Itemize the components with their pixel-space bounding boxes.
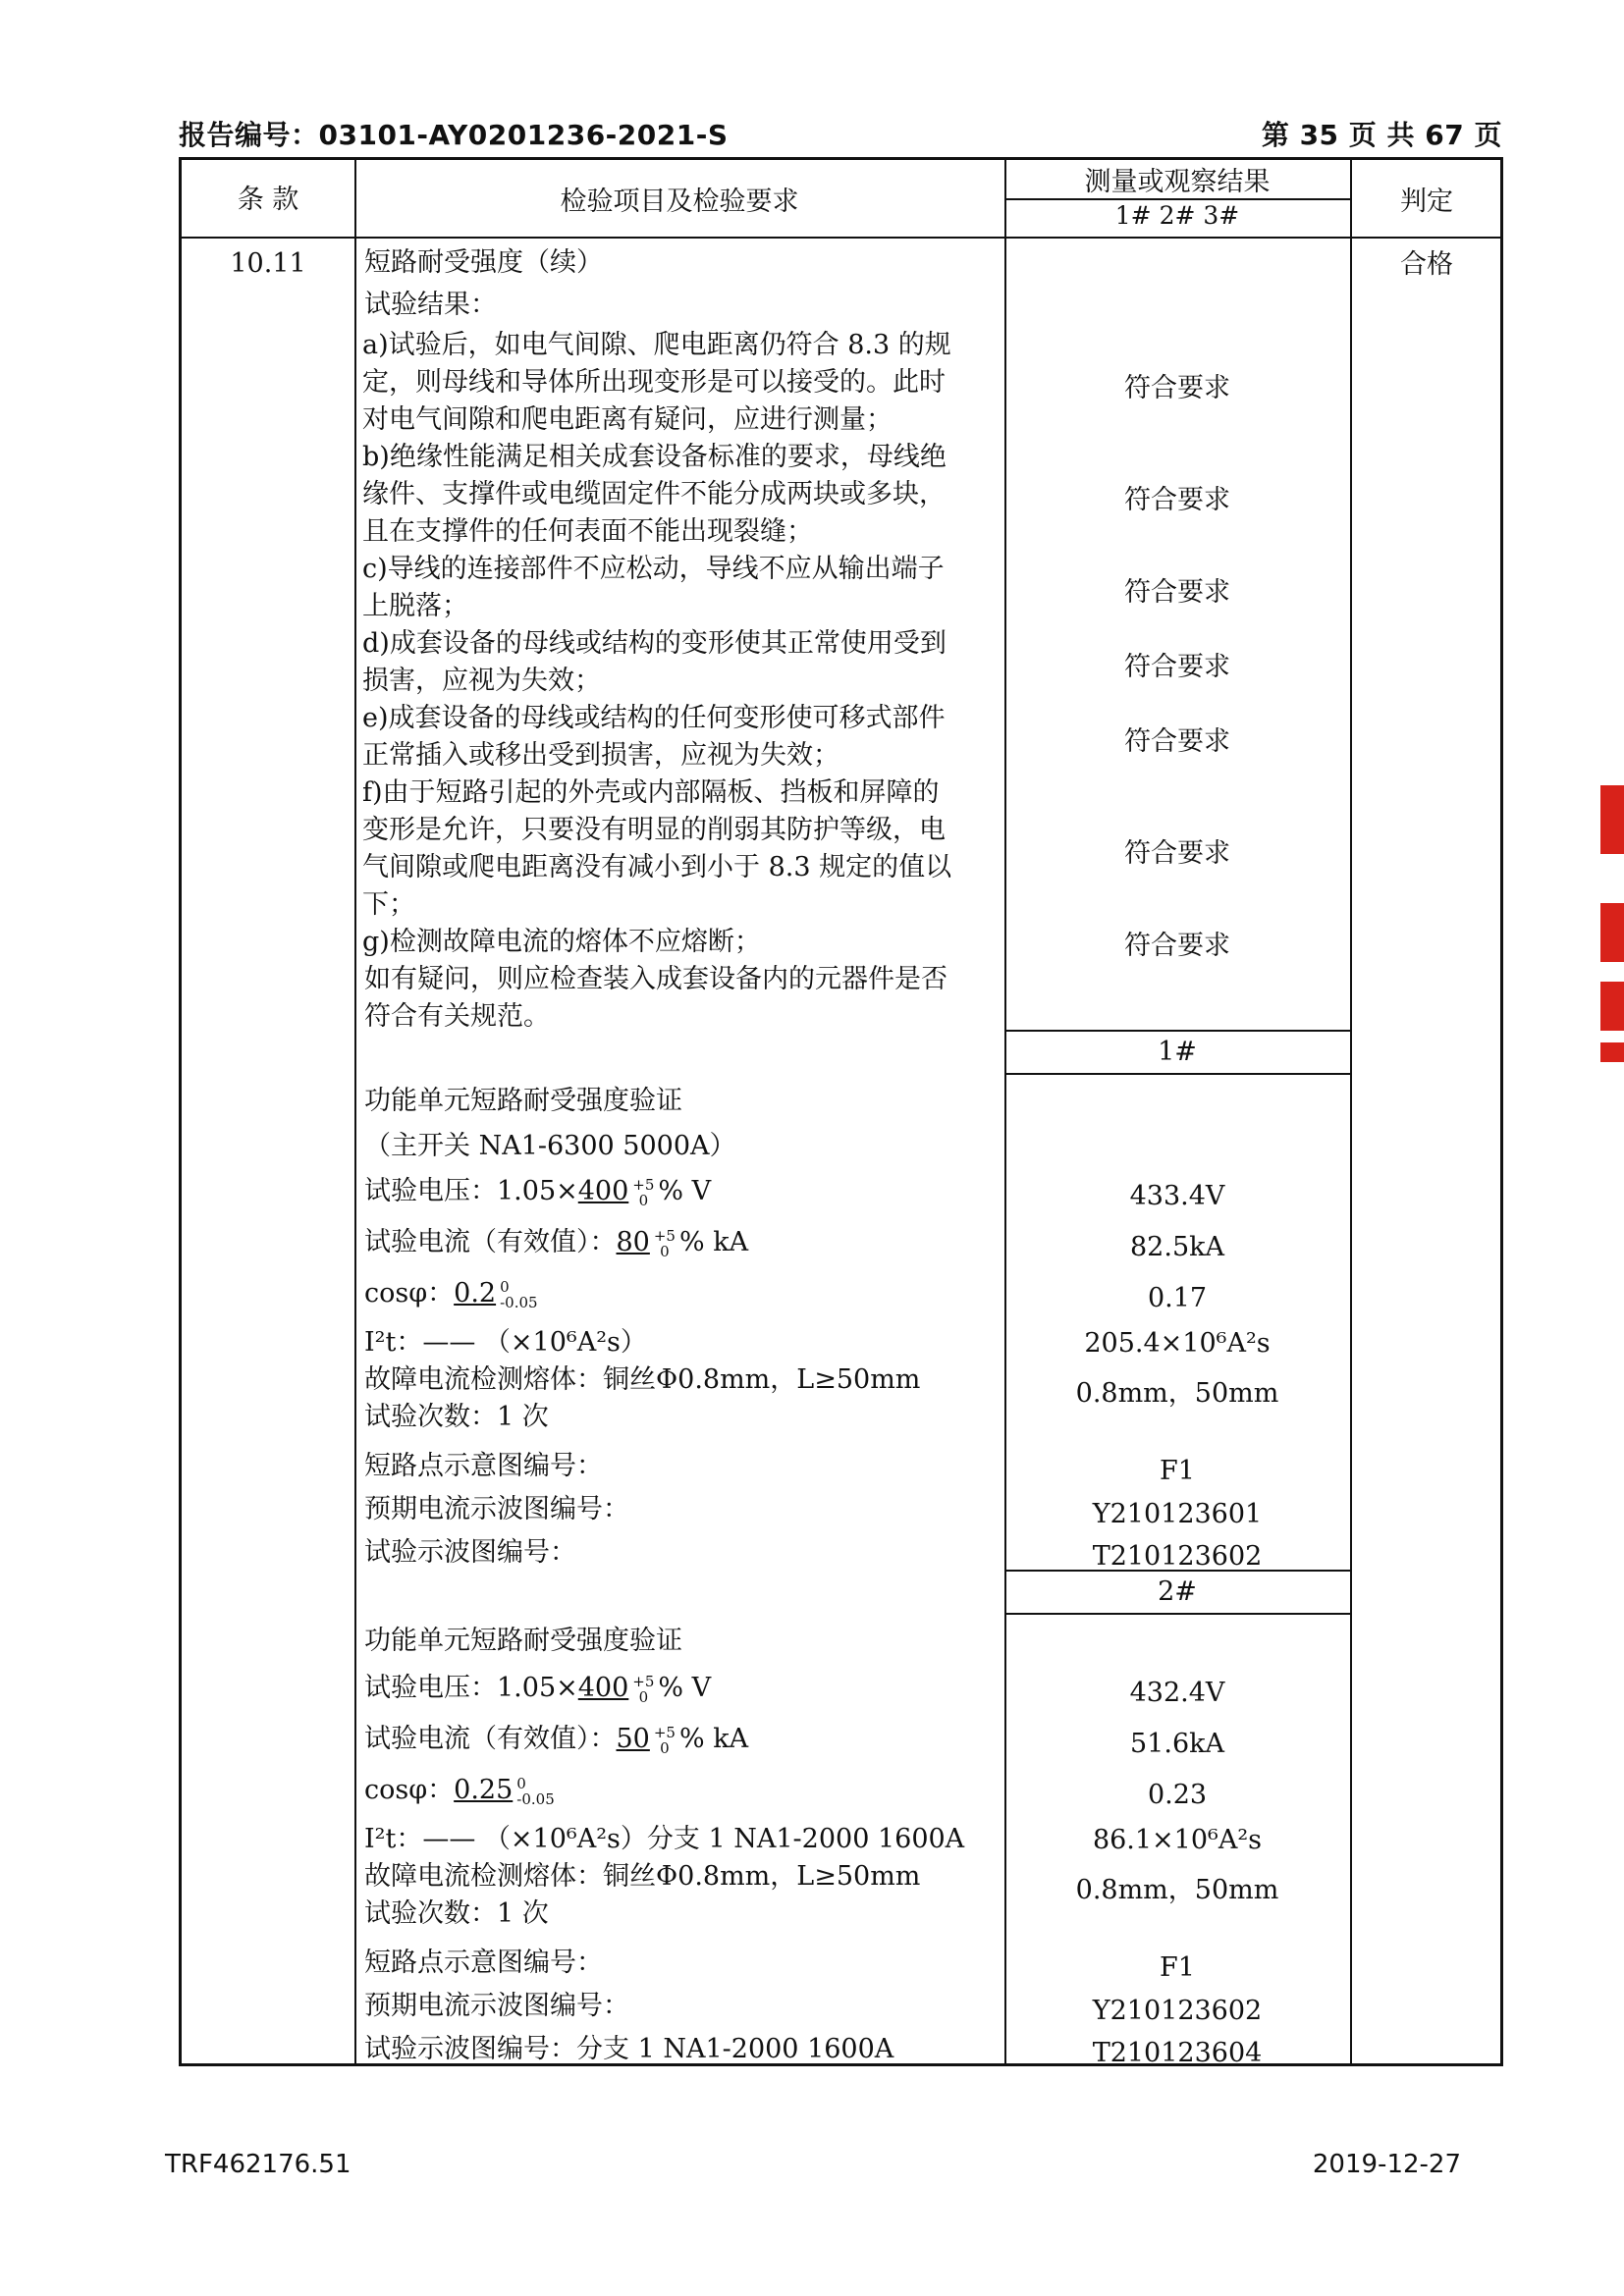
test2-cos-value: 0.23 <box>1147 1780 1208 1810</box>
test2-expected: 预期电流示波图编号： <box>364 1991 629 2021</box>
result-c: 符合要求 <box>1124 577 1230 608</box>
test1-i2t-value: 205.4×10⁶A²s <box>1084 1328 1271 1359</box>
test1-current-value: 82.5kA <box>1130 1232 1224 1262</box>
result-d: 符合要求 <box>1124 652 1230 682</box>
test1-count: 试验次数：1 次 <box>364 1402 549 1432</box>
item-title: 短路耐受强度（续） <box>364 247 603 278</box>
test1-current: 试验电流（有效值）：80 +5 0 % kA <box>364 1226 749 1260</box>
clause-number: 10.11 <box>230 248 306 279</box>
header-mid-line <box>1004 198 1350 200</box>
head-verdict: 判定 <box>1400 187 1453 217</box>
head-item: 检验项目及检验要求 <box>560 187 799 217</box>
test1-fuse: 故障电流检测熔体：铜丝Φ0.8mm，L≥50mm <box>364 1364 921 1395</box>
test1-voltage-value: 433.4V <box>1129 1181 1225 1211</box>
note-text: 如有疑问，则应检查装入成套设备内的元器件是否 符合有关规范。 <box>364 964 947 1032</box>
seal-stamp-fragment <box>1600 982 1624 1031</box>
test1-expected-value: Y210123601 <box>1092 1499 1263 1529</box>
test2-title: 功能单元短路耐受强度验证 <box>364 1626 682 1656</box>
test2-fuse: 故障电流检测熔体：铜丝Φ0.8mm，L≥50mm <box>364 1861 921 1892</box>
head-clause: 条 款 <box>237 185 299 215</box>
test2-current: 试验电流（有效值）：50 +5 0 % kA <box>364 1723 749 1757</box>
test2-cos: cosφ：0.25 0 -0.05 <box>364 1774 555 1808</box>
sample1-bottom-line <box>1004 1073 1350 1075</box>
test2-count: 试验次数：1 次 <box>364 1898 549 1929</box>
result-g: 符合要求 <box>1124 931 1230 961</box>
requirement-a: a)试验后，如电气间隙、爬电距离仍符合 8.3 的规 定，则母线和导体所出现变形是可以接受的。此时 对电气间隙和爬电距离有疑问，应进行测量； <box>362 330 951 435</box>
head-result: 测量或观察结果 <box>1084 167 1271 197</box>
requirement-b: b)绝缘性能满足相关成套设备标准的要求，母线绝 缘件、支撑件或电缆固定件不能分成两块或多块， 且在支撑件的任何表面不能出现裂缝； <box>362 442 947 547</box>
result-b: 符合要求 <box>1124 485 1230 515</box>
test2-trace-value: T210123604 <box>1092 2038 1263 2068</box>
test2-current-value: 51.6kA <box>1130 1729 1224 1759</box>
test1-expected: 预期电流示波图编号： <box>364 1494 629 1524</box>
requirement-f: f)由于短路引起的外壳或内部隔板、挡板和屏障的 变形是允许，只要没有明显的削弱其防护等级，电 气间隙或爬电距离没有减小到小于 8.3 规定的值以 下； <box>362 777 952 920</box>
head-samples: 1# 2# 3# <box>1114 201 1240 230</box>
sample1-label: 1# <box>1158 1037 1197 1067</box>
col-divider-result <box>1350 160 1352 2063</box>
test2-voltage: 试验电压：1.05×400 +5 0 % V <box>364 1672 712 1706</box>
test2-i2t-value: 86.1×10⁶A²s <box>1092 1825 1263 1855</box>
test1-trace: 试验示波图编号： <box>364 1537 576 1568</box>
test2-trace: 试验示波图编号：分支 1 NA1-2000 1600A <box>364 2034 894 2064</box>
requirement-g: g)检测故障电流的熔体不应熔断； <box>362 927 761 957</box>
test1-point: 短路点示意图编号： <box>364 1451 603 1481</box>
inspection-table <box>179 157 1503 2066</box>
seal-stamp-fragment <box>1600 1042 1624 1062</box>
test1-trace-value: T210123602 <box>1092 1541 1263 1572</box>
report-number: 报告编号：03101-AY0201236-2021-S <box>179 119 729 151</box>
form-number: TRF462176.51 <box>165 2150 352 2179</box>
test2-point-value: F1 <box>1160 1952 1195 1983</box>
test1-cos: cosφ：0.2 0 -0.05 <box>364 1277 538 1311</box>
test1-voltage: 试验电压：1.05×400 +5 0 % V <box>364 1175 712 1209</box>
requirement-c: c)导线的连接部件不应松动，导线不应从输出端子 上脱落； <box>362 554 945 621</box>
test1-cos-value: 0.17 <box>1147 1283 1208 1313</box>
col-divider-item <box>1004 160 1006 2063</box>
results-label: 试验结果： <box>364 290 497 320</box>
sample2-label: 2# <box>1158 1576 1197 1607</box>
test1-i2t: I²t：—— （×10⁶A²s） <box>364 1327 647 1358</box>
test2-i2t: I²t：—— （×10⁶A²s）分支 1 NA1-2000 1600A <box>364 1824 965 1854</box>
test2-expected-value: Y210123602 <box>1092 1996 1263 2026</box>
page-info: 第 35 页 共 67 页 <box>1261 119 1502 151</box>
form-date: 2019-12-27 <box>1312 2150 1461 2179</box>
sample1-top-line <box>1004 1030 1350 1032</box>
test1-point-value: F1 <box>1160 1456 1195 1486</box>
col-divider-clause <box>354 160 356 2063</box>
requirement-e: e)成套设备的母线或结构的任何变形使可移式部件 正常插入或移出受到损害，应视为失效； <box>362 703 946 771</box>
verdict: 合格 <box>1400 249 1453 280</box>
test1-title: 功能单元短路耐受强度验证 <box>364 1086 682 1116</box>
test2-fuse-value: 0.8mm，50mm <box>1075 1875 1279 1905</box>
requirement-d: d)成套设备的母线或结构的变形使其正常使用受到 损害，应视为失效； <box>362 628 947 696</box>
test1-fuse-value: 0.8mm，50mm <box>1075 1378 1279 1409</box>
result-a: 符合要求 <box>1124 373 1230 403</box>
test1-subtitle: （主开关 NA1-6300 5000A） <box>364 1131 736 1161</box>
result-e: 符合要求 <box>1124 726 1230 757</box>
header-bottom-line <box>182 237 1500 239</box>
result-f: 符合要求 <box>1124 838 1230 869</box>
seal-stamp-fragment <box>1600 785 1624 854</box>
sample2-bottom-line <box>1004 1613 1350 1615</box>
seal-stamp-fragment <box>1600 903 1624 962</box>
test2-point: 短路点示意图编号： <box>364 1948 603 1978</box>
test2-voltage-value: 432.4V <box>1129 1678 1225 1708</box>
